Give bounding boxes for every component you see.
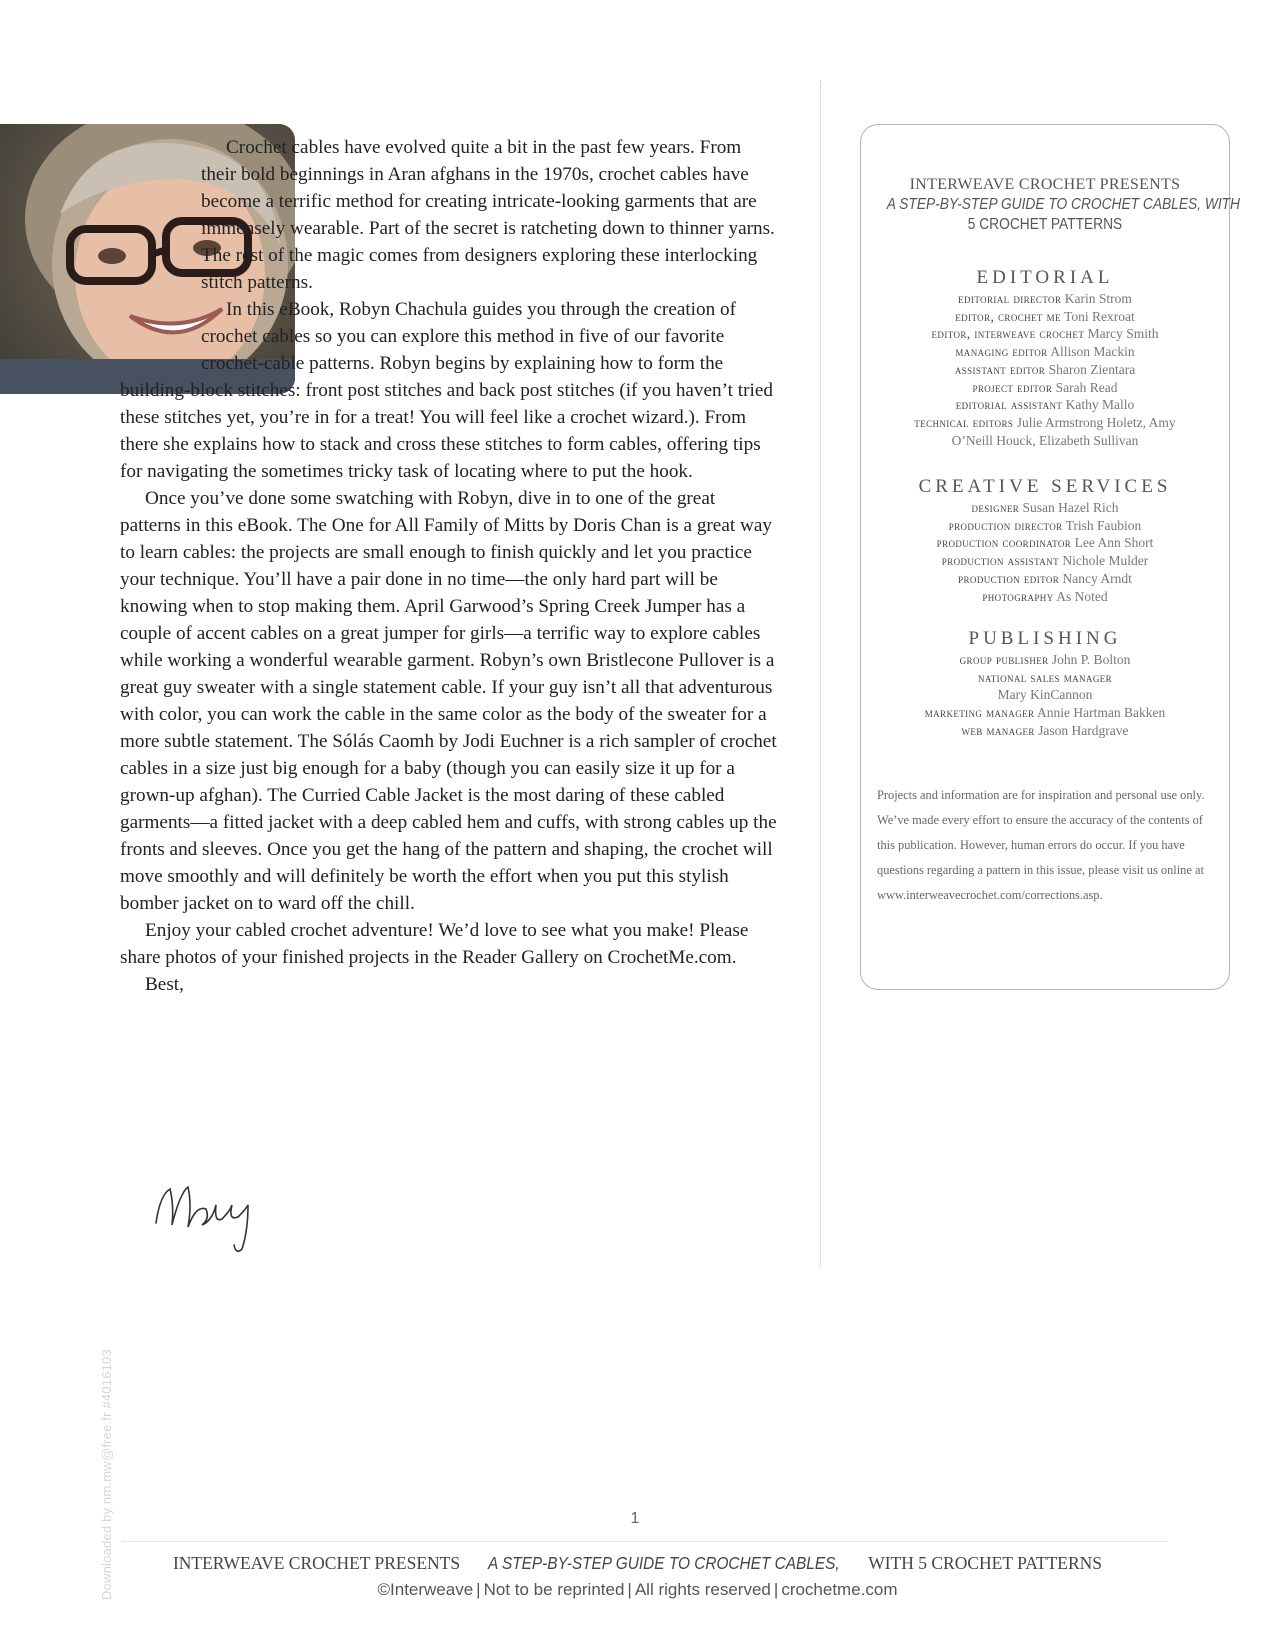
credit-name: Annie Hartman Bakken [1037, 705, 1166, 721]
credit-role: web manager [961, 722, 1035, 738]
credit-name: Marcy Smith [1087, 326, 1159, 342]
credit-row [861, 325, 1229, 343]
footer-title-suffix: WITH 5 CROCHET PATTERNS [864, 1553, 1103, 1573]
credit-role: national sales manager [977, 669, 1113, 685]
section-heading: CREATIVE SERVICES [918, 476, 1172, 497]
credit-role: production director [948, 517, 1063, 533]
credit-name: Susan Hazel Rich [1022, 500, 1119, 515]
credit-role: production assistant [941, 553, 1059, 569]
footer-title-prefix: INTERWEAVE CROCHET PRESENTS [172, 1553, 465, 1573]
credit-row [861, 704, 1229, 722]
signature-image [150, 1175, 290, 1255]
letter-paragraph: Crochet cables have evolved quite a bit in the past few years. From their bold beginnings in Aran afghans in the 1970s, crochet cables have become a terrific method for creating intricate-looking garments that are immensely wearable. Part of the secret is ratcheting down to thinner yarns. The rest of the magic comes from designers exploring these interlocking stitch patterns. [201, 137, 775, 293]
footer-title-italic: A STEP-BY-STEP GUIDE TO CROCHET CABLES, [488, 1553, 841, 1573]
credit-role: marketing manager [924, 705, 1035, 721]
credit-name: Karin Strom [1064, 291, 1132, 306]
column-divider [820, 80, 821, 1268]
credit-row [861, 432, 1229, 450]
masthead-title-line: INTERWEAVE CROCHET PRESENTS [909, 176, 1181, 193]
masthead-title-italic: A STEP-BY-STEP GUIDE TO CROCHET CABLES, WITH [886, 196, 1240, 213]
footer-copyright: ©Interweave [377, 1580, 474, 1599]
credit-name: Nancy Arndt [1062, 570, 1132, 586]
credit-name: Sarah Read [1055, 379, 1118, 395]
footer-divider [122, 1541, 1167, 1542]
credit-name: Jason Hardgrave [1038, 722, 1129, 738]
credit-role: editor, crochet me [955, 308, 1061, 324]
credit-name: Allison Mackin [1050, 344, 1135, 360]
credit-name: Kathy Mallo [1065, 397, 1135, 413]
credit-row [861, 722, 1229, 740]
credit-row [861, 570, 1229, 588]
credit-name: Julie Armstrong Holetz, Amy [1016, 414, 1176, 430]
letter-paragraph: Once you’ve done some swatching with Robyn, dive in to one of the great patterns in this eBook. The One for All Family of Mitts by Doris Chan is a great way to learn cables: the projects are small enough to finish quickly and let you practice your technique. You’ll have a pair done in no time—the only hard part will be knowing when to stop making them. April Garwood’s Spring Creek Jumper has a couple of accent cables on a great jumper for girls—a terrific way to explore cables while working a wonderful wearable garment. Robyn’s own Bristlecone Pullover is a great guy sweater with a single statement cable. If your guy isn’t all that adventurous with color, you can work the cable in the same color as the body of the sweater for a more subtle statement. The Sólás Caomh by Jodi Euchner is a rich sampler of crochet cables in a size just big enough for a baby (though you can easily size it up for a grown-up afghan). The Curried Cable Jacket is the most daring of these cabled garments—a fitted jacket with a deep cabled hem and cuffs, with strong cables up the fronts and sleeves. Once you get the hang of the pattern and shaping, the crochet will move smoothly and will definitely be worth the effort when you put this stylish bomber jacket on to ward off the chill. [120, 488, 777, 914]
footer-title [0, 1553, 1275, 1574]
download-watermark: Downloaded by nm.mw@free.fr #4016103 [99, 1349, 114, 1600]
footer-no-reprint: Not to be reprinted [483, 1580, 625, 1599]
credit-name: John P. Bolton [1051, 652, 1131, 667]
credit-row [861, 651, 1229, 669]
credit-row [861, 534, 1229, 552]
disclaimer-text: Projects and information are for inspiration and personal use only. We’ve made every effort to ensure the accuracy of the contents of this publication. However, human errors do occur. If you have questions regarding a pattern in this issue, please visit us online at www.interweavecrochet.com/corrections.asp. [877, 788, 1205, 902]
credit-role: photography [982, 588, 1054, 604]
masthead-section-publishing [861, 628, 1229, 740]
credit-name: Lee Ann Short [1074, 535, 1154, 551]
credit-role: editor, interweave crochet [931, 326, 1085, 342]
credit-row [861, 379, 1229, 397]
section-heading: PUBLISHING [968, 628, 1122, 649]
credit-row [861, 552, 1229, 570]
credit-row [861, 669, 1229, 687]
section-heading: EDITORIAL [976, 267, 1114, 288]
credit-role: project editor [972, 379, 1053, 395]
masthead-box [860, 124, 1240, 990]
letter-paragraph: Enjoy your cabled crochet adventure! We’d love to see what you make! Please share photos of your finished projects in the Reader Gallery on CrochetMe.com. [120, 920, 749, 968]
credit-name: O’Neill Houck, Elizabeth Sullivan [951, 432, 1139, 448]
footer-website-link[interactable]: crochetme.com [781, 1580, 898, 1599]
credit-role: production coordinator [936, 535, 1072, 551]
credit-role: group publisher [959, 652, 1049, 667]
masthead-section-creative [861, 476, 1229, 605]
credit-row [861, 414, 1229, 432]
masthead-title-line: 5 CROCHET PATTERNS [967, 216, 1123, 233]
credit-name: Mary KinCannon [997, 687, 1093, 703]
credit-role: managing editor [955, 344, 1048, 360]
footer-rights-reserved: All rights reserved [634, 1580, 771, 1599]
credit-role: editorial director [958, 291, 1062, 306]
credit-row [861, 396, 1229, 414]
credit-row [861, 588, 1229, 606]
credit-name: Nichole Mulder [1062, 553, 1149, 569]
credit-row [861, 499, 1229, 517]
credit-name: Sharon Zientara [1048, 361, 1136, 377]
credit-role: designer [971, 500, 1020, 515]
credit-row [861, 686, 1229, 704]
masthead-section-editorial [861, 267, 1229, 449]
masthead-title-line [886, 195, 1240, 215]
page-number: 1 [630, 1510, 640, 1527]
credit-name: Trish Faubion [1065, 517, 1142, 533]
editor-letter [120, 134, 780, 998]
credit-role: editorial assistant [955, 397, 1063, 413]
credit-name: Toni Rexroat [1064, 308, 1135, 324]
credit-row [861, 343, 1229, 361]
credit-row [861, 290, 1229, 308]
credit-row [861, 361, 1229, 379]
footer-rights: ©Interweave | Not to be reprinted | All rights reserved | crochetme.com [377, 1580, 898, 1599]
credit-role: assistant editor [954, 361, 1046, 377]
credit-row [861, 517, 1229, 535]
credit-role: technical editors [914, 414, 1014, 430]
letter-closing: Best, [145, 974, 184, 995]
masthead-title [861, 175, 1240, 235]
credit-role: production editor [958, 570, 1060, 586]
letter-paragraph: In this eBook, Robyn Chachula guides you through the creation of crochet cables so you can explore this method in five of our favorite crochet-cable patterns. Robyn begins by explaining how to form the building-block stitches: front post stitches and back post stitches (if you haven’t tried these stitches yet, you’re in for a treat! You will feel like a crochet wizard.). From there she explains how to stack and cross these stitches to form cables, offering tips for navigating the sometimes tricky task of locating where to put the hook. [120, 299, 773, 482]
credit-row [861, 308, 1229, 326]
credit-name: As Noted [1056, 588, 1108, 604]
